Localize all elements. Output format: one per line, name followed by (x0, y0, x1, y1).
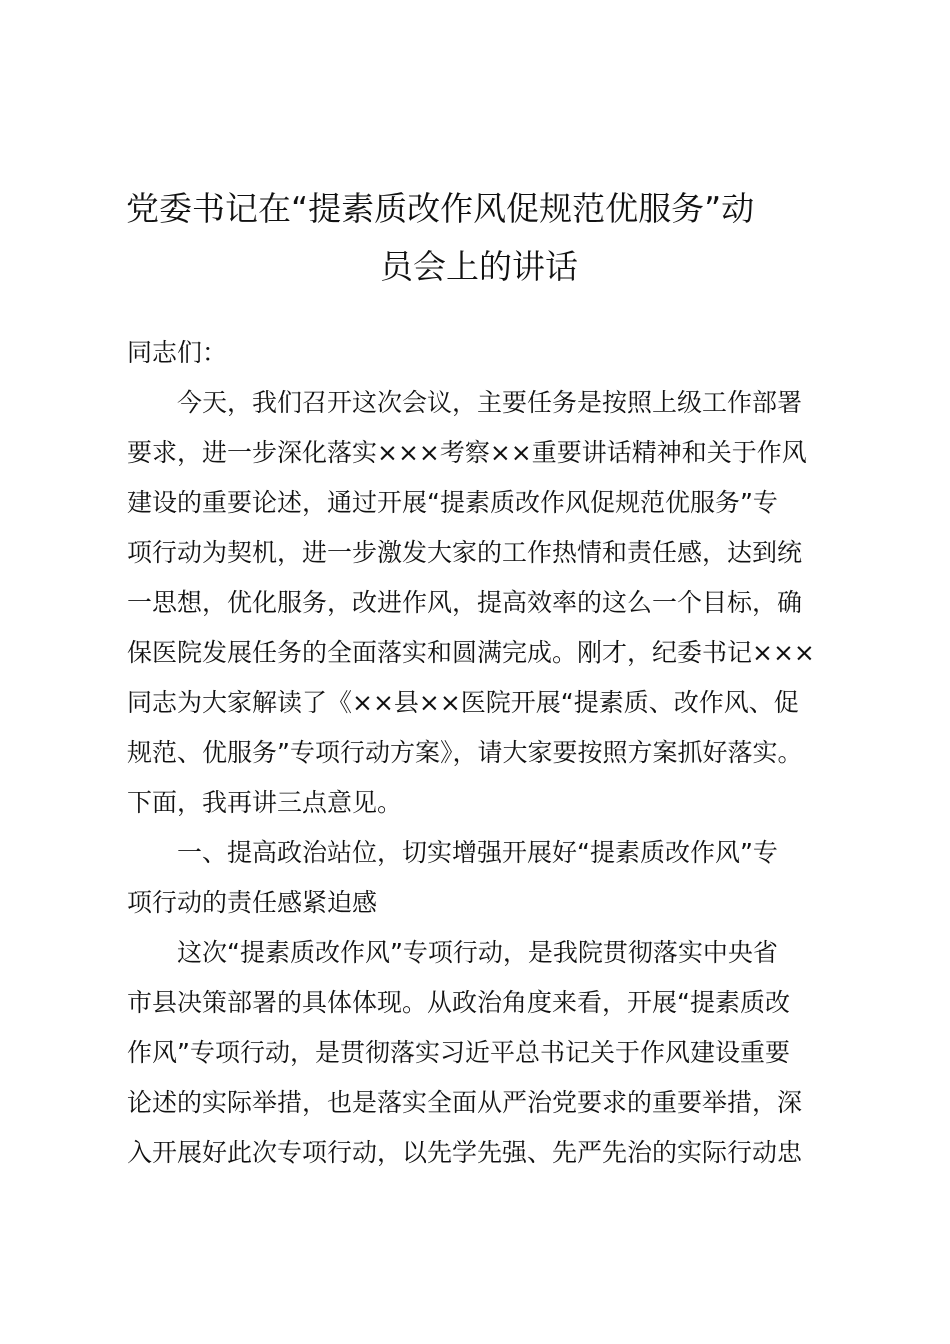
paragraph-line: 市县决策部署的具体体现。从政治角度来看，开展“提素质改 (127, 988, 790, 1017)
paragraph-line: 建设的重要论述，通过开展“提素质改作风促规范优服务”专 (127, 488, 778, 517)
paragraph-line: 下面，我再讲三点意见。 (127, 788, 403, 817)
section-heading-line: 项行动的责任感紧迫感 (127, 888, 378, 917)
paragraph-line: 这次“提素质改作风”专项行动，是我院贯彻落实中央省 (177, 938, 778, 967)
paragraph-line: 一思想，优化服务，改进作风，提高效率的这么一个目标，确 (127, 588, 803, 617)
paragraph-line: 保医院发展任务的全面落实和圆满完成。刚才，纪委书记××× (127, 638, 815, 667)
paragraph-line: 规范、优服务”专项行动方案》，请大家要按照方案抓好落实。 (127, 738, 803, 767)
document-title (126, 180, 832, 296)
title-line-2: 员会上的讲话 (380, 247, 578, 286)
paragraph-line: 要求，进一步深化落实×××考察××重要讲话精神和关于作风 (127, 438, 807, 467)
salutation: 同志们： (127, 338, 228, 367)
document-body (127, 328, 833, 1178)
section-heading-line: 一、提高政治站位，切实增强开展好“提素质改作风”专 (177, 838, 778, 867)
paragraph-line: 作风”专项行动，是贯彻落实习近平总书记关于作风建设重要 (127, 1038, 790, 1067)
paragraph-line: 今天，我们召开这次会议，主要任务是按照上级工作部署 (177, 388, 803, 417)
paragraph-line: 入开展好此次专项行动，以先学先强、先严先治的实际行动忠 (127, 1138, 803, 1167)
paragraph-line: 项行动为契机，进一步激发大家的工作热情和责任感，达到统 (127, 538, 803, 567)
paragraph-line: 论述的实际举措，也是落实全面从严治党要求的重要举措，深 (127, 1088, 803, 1117)
title-line-1: 党委书记在“提素质改作风促规范优服务”动 (126, 189, 755, 228)
paragraph-line: 同志为大家解读了《××县××医院开展“提素质、改作风、促 (127, 688, 799, 717)
